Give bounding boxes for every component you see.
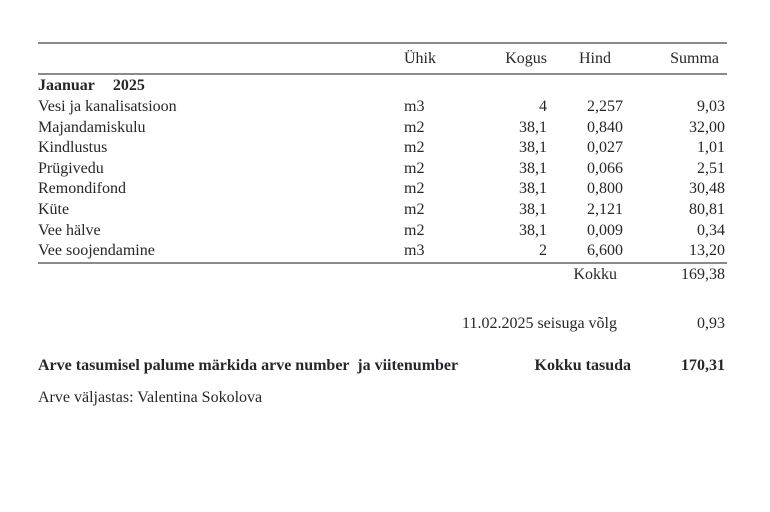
table-row: [38, 179, 727, 200]
table-row: [38, 118, 727, 139]
debt-value: 0,93: [697, 314, 725, 332]
row-unit: m3: [404, 242, 425, 260]
col-header-uhik: Ühik: [404, 49, 436, 67]
row-quantity: 38,1: [519, 200, 547, 218]
row-sum: 32,00: [689, 118, 725, 136]
row-quantity: 2: [539, 242, 547, 260]
charges-table: [38, 42, 727, 286]
row-quantity: 38,1: [519, 159, 547, 177]
row-name: Kindlustus: [38, 139, 108, 157]
period-month: Jaanuar: [38, 77, 95, 94]
period-label: [38, 77, 402, 95]
table-row: [38, 138, 727, 159]
total-due-value: 170,31: [681, 357, 725, 374]
row-price: 2,257: [587, 98, 623, 115]
row-price: 0,800: [587, 180, 623, 198]
row-unit: m2: [404, 200, 425, 218]
table-total-row: [38, 265, 727, 286]
table-row: [38, 97, 727, 118]
table-row: [38, 221, 727, 242]
issuer-label: Arve väljastas:: [38, 389, 134, 406]
debt-row: [38, 313, 727, 334]
row-name: Prügivedu: [38, 159, 104, 177]
period-year: 2025: [112, 77, 145, 94]
row-name: Vee hälve: [38, 221, 101, 239]
row-quantity: 38,1: [519, 180, 547, 198]
row-quantity: 38,1: [519, 118, 547, 136]
row-unit: m2: [404, 159, 425, 177]
issuer-name: Valentina Sokolova: [137, 389, 263, 406]
col-header-kogus: Kogus: [505, 49, 547, 67]
row-sum: 9,03: [697, 98, 725, 115]
col-header-summa: Summa: [670, 49, 719, 67]
row-unit: m2: [404, 221, 425, 239]
row-quantity: 38,1: [519, 139, 547, 157]
table-row: [38, 241, 727, 262]
total-due-label: Kokku tasuda: [534, 357, 631, 374]
row-unit: m2: [404, 180, 425, 198]
row-name: Vesi ja kanalisatsioon: [38, 98, 177, 115]
row-name: Majandamiskulu: [38, 118, 146, 136]
row-sum: 30,48: [689, 180, 725, 198]
table-row: [38, 200, 727, 221]
table-row: [38, 159, 727, 180]
row-sum: 1,01: [697, 139, 725, 157]
row-price: 0,066: [587, 159, 623, 177]
issuer-line: [38, 388, 262, 408]
row-quantity: 38,1: [519, 221, 547, 239]
table-bottom-rule: [38, 262, 727, 264]
row-unit: m3: [404, 98, 425, 115]
table-header-row: [38, 44, 727, 73]
row-sum: 13,20: [689, 242, 725, 260]
row-price: 6,600: [587, 242, 623, 260]
row-price: 0,009: [587, 221, 623, 239]
row-sum: 80,81: [689, 200, 725, 218]
row-name: Vee soojendamine: [38, 242, 155, 260]
debt-label: 11.02.2025 seisuga võlg: [462, 314, 617, 332]
total-value: 169,38: [681, 266, 725, 284]
row-name: Remondifond: [38, 180, 126, 198]
row-price: 0,027: [587, 139, 623, 157]
row-sum: 2,51: [697, 159, 725, 177]
col-header-hind: Hind: [579, 49, 611, 67]
row-unit: m2: [404, 118, 425, 136]
row-price: 2,121: [587, 200, 623, 218]
row-quantity: 4: [539, 98, 547, 115]
payment-note-text: Arve tasumisel palume märkida arve number ja viitenumber: [38, 357, 459, 374]
total-label: Kokku: [573, 266, 617, 284]
payment-note-row: [38, 355, 727, 377]
period-row: [38, 75, 727, 97]
row-unit: m2: [404, 139, 425, 157]
row-name: Küte: [38, 200, 70, 218]
row-sum: 0,34: [697, 221, 725, 239]
row-price: 0,840: [587, 118, 623, 136]
